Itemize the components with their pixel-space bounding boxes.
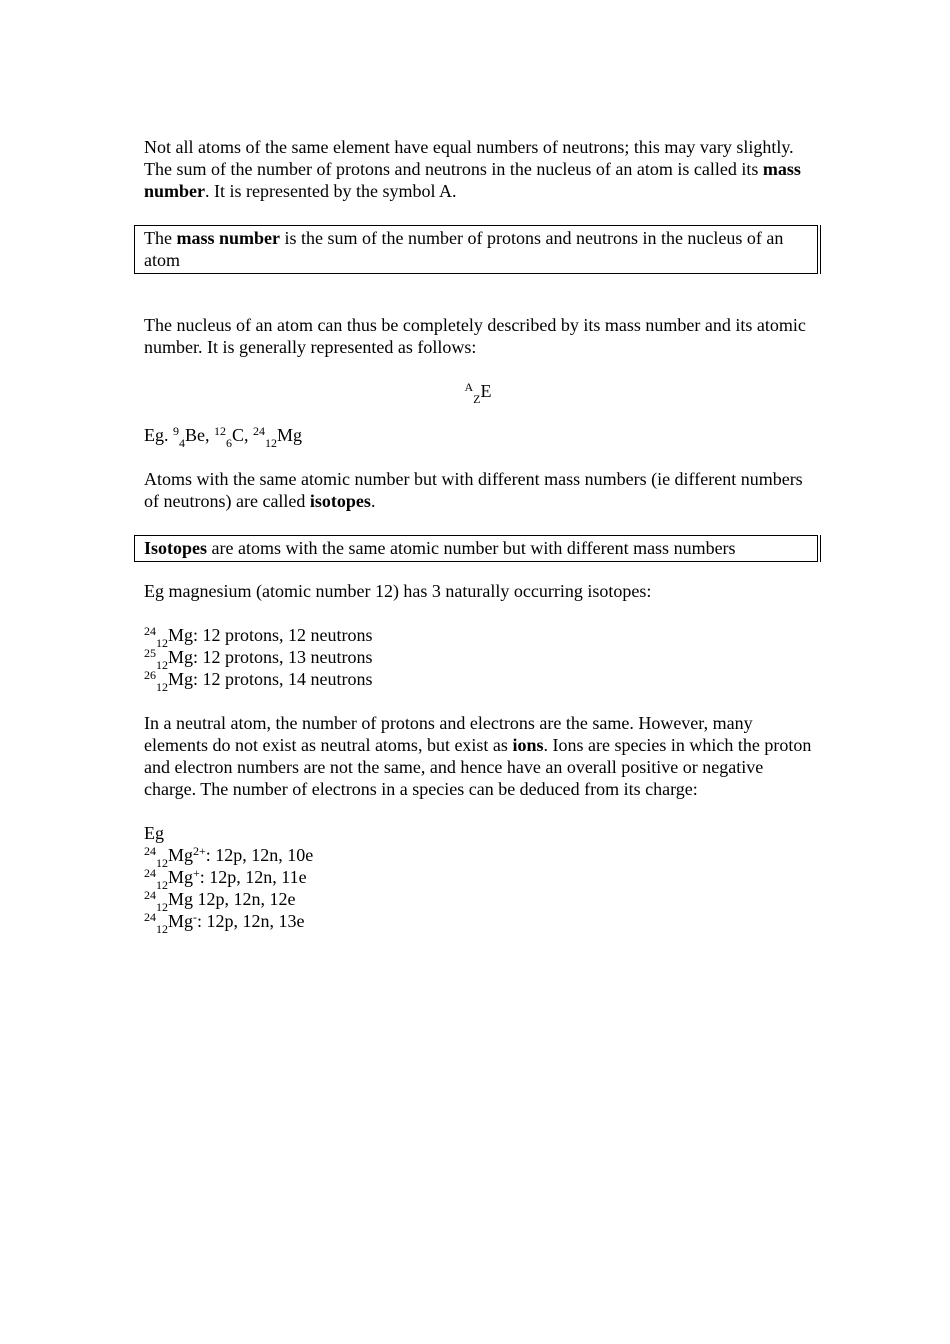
text: In a neutral atom, the number of protons and electrons are the same. However, many elements do not exist as neutral atoms, but exist as bbox=[144, 713, 753, 755]
ions-paragraph bbox=[144, 712, 814, 800]
text: are atoms with the same atomic number but with different mass numbers bbox=[207, 538, 736, 558]
ion-item: $^{24}_{12}Mg^{2+}$: 12p, 12n, 10e bbox=[144, 844, 314, 870]
examples-prefix: Eg. bbox=[144, 425, 173, 445]
text: Atoms with the same atomic number but with different mass numbers (ie different numbers of neutrons) are called bbox=[144, 469, 803, 511]
isotope-list bbox=[144, 624, 814, 694]
ion-item: $^{24}_{12}$Mg+: 12p, 12n, 11e bbox=[144, 866, 307, 892]
text: . bbox=[370, 491, 376, 511]
text: . It is represented by the symbol A. bbox=[205, 181, 457, 201]
ion-item: $^{24}_{12}$Mg 12p, 12n, 12e bbox=[144, 888, 296, 914]
bold-term: mass number bbox=[144, 159, 801, 201]
isotopes-definition-box bbox=[134, 535, 818, 562]
mass-number-paragraph bbox=[144, 136, 814, 202]
bold-term: mass number bbox=[176, 228, 280, 248]
examples-line bbox=[144, 424, 814, 450]
charge: 2+ bbox=[193, 844, 206, 858]
mass-number-symbol: A bbox=[464, 380, 474, 394]
charge: - bbox=[193, 910, 198, 924]
magnesium-isotopes-intro: Eg magnesium (atomic number 12) has 3 naturally occurring isotopes: bbox=[144, 581, 652, 601]
isotopes-paragraph bbox=[144, 468, 814, 512]
mass-number-definition-box bbox=[134, 225, 818, 274]
example-nuclide: $^{12}_6$C, bbox=[214, 424, 254, 450]
isotope-item: $^{25}_{12}$Mg: 12 protons, 13 neutrons bbox=[144, 646, 373, 672]
ion-list-heading: Eg bbox=[144, 823, 164, 843]
text: Not all atoms of the same element have equal numbers of neutrons; this may vary slightly. The sum of the number of protons and neutrons in the nucleus of an atom is called its bbox=[144, 137, 794, 179]
charge: + bbox=[193, 866, 200, 880]
text: . Ions are species in which the proton and electron numbers are not the same, and hence have an overall positive or negative charge. The number of electrons in a species can be deduced from its charge: bbox=[144, 735, 812, 799]
isotope-item: $^{24}_{12}$Mg: 12 protons, 12 neutrons bbox=[144, 624, 373, 650]
element-symbol: E bbox=[480, 381, 492, 401]
ion-list bbox=[144, 822, 814, 936]
nuclide-notation bbox=[0, 380, 950, 406]
nucleus-description-paragraph: The nucleus of an atom can thus be completely described by its mass number and its atomic number. It is generally represented as follows: bbox=[144, 315, 806, 357]
example-nuclide: $^{24}_{12}$Mg bbox=[253, 424, 303, 450]
bold-term: ions bbox=[512, 735, 544, 755]
bold-term: Isotopes bbox=[144, 538, 208, 558]
isotope-item: $^{26}_{12}$Mg: 12 protons, 14 neutrons bbox=[144, 668, 373, 694]
bold-term: isotopes bbox=[309, 491, 371, 511]
atomic-number-symbol: Z bbox=[473, 392, 481, 406]
text: The bbox=[144, 228, 177, 248]
ion-item: $^{24}_{12}$Mg-: 12p, 12n, 13e bbox=[144, 910, 305, 936]
example-nuclide: $^9_4$Be, bbox=[173, 424, 214, 450]
text: is the sum of the number of protons and neutrons in the nucleus of an atom bbox=[144, 228, 784, 270]
